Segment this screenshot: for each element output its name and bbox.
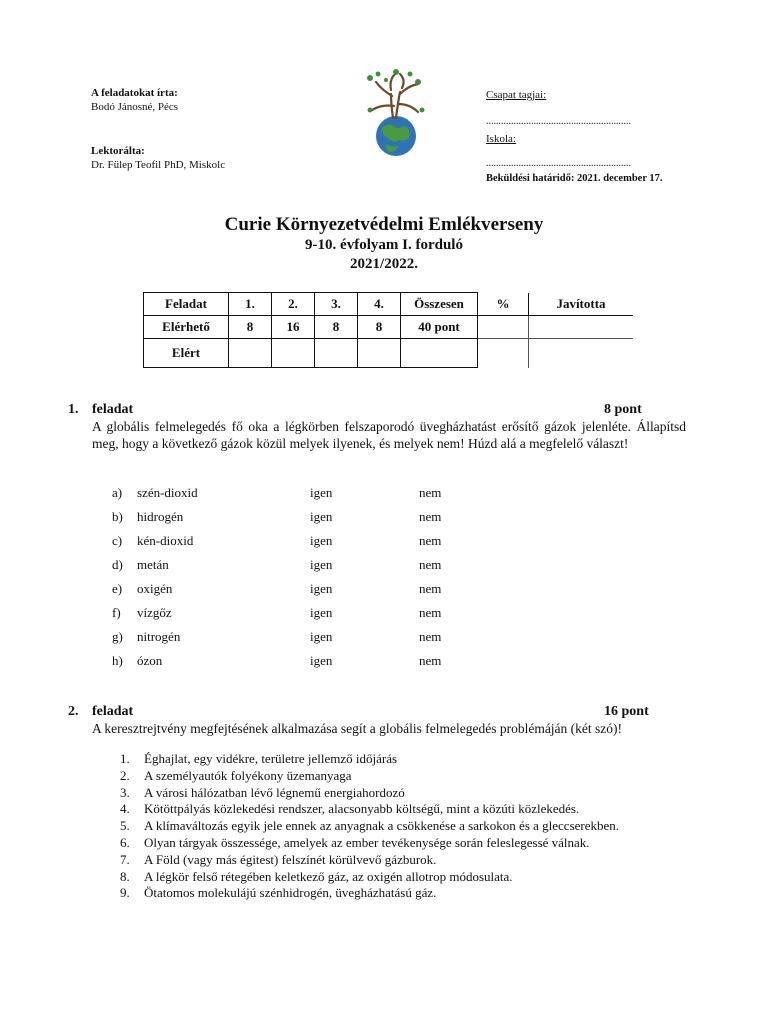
percent-cell[interactable]	[478, 316, 529, 339]
list-item	[102, 751, 692, 768]
option-gas: hidrogén	[137, 509, 184, 524]
option-letter: h)	[112, 653, 123, 668]
tree-on-globe-icon	[356, 66, 432, 156]
table-header-cell: 3.	[315, 293, 358, 316]
clue-number: 8.	[120, 868, 130, 884]
table-cell: 8	[358, 316, 401, 339]
option-gas: ózon	[137, 653, 163, 668]
clue-text: Éghajlat, egy vidékre, területre jellemző időjárás	[144, 751, 398, 766]
option-letter: f)	[112, 605, 121, 620]
table-header-row	[144, 293, 634, 316]
score-table	[143, 292, 633, 368]
list-item	[102, 801, 692, 818]
clue-text: A Föld (vagy más égitest) felszínét körülvevő gázburok.	[144, 851, 437, 867]
clue-number: 7.	[120, 851, 130, 867]
option-yes[interactable]: igen	[310, 509, 333, 524]
achieved-cell[interactable]	[229, 339, 272, 368]
task2-label: feladat	[92, 704, 134, 719]
list-item	[102, 785, 692, 802]
clue-number: 3.	[120, 784, 130, 800]
clue-list	[102, 751, 692, 902]
list-item	[112, 557, 512, 575]
list-item	[112, 653, 512, 671]
school-dots[interactable]: ..........................................................	[486, 158, 631, 169]
author-label: A feladatokat írta:	[91, 87, 178, 99]
clue-number: 4.	[120, 801, 130, 817]
clue-text: Olyan tárgyak összessége, amelyek az ember tevékenysége során feleslegessé válnak.	[144, 834, 590, 850]
school-year: 2021/2022.	[350, 256, 418, 272]
table-header-cell: %	[478, 293, 529, 316]
achieved-total-cell[interactable]	[401, 339, 478, 368]
table-cell: 8	[229, 316, 272, 339]
page-title: Curie Környezetvédelmi Emlékverseny	[224, 214, 544, 235]
clue-number: 9.	[120, 885, 130, 901]
table-header-cell: 4.	[358, 293, 401, 316]
option-no[interactable]: nem	[419, 653, 442, 668]
option-letter: d)	[112, 557, 123, 572]
option-no[interactable]: nem	[419, 557, 442, 572]
table-header-cell: 1.	[229, 293, 272, 316]
percent-cell[interactable]	[478, 339, 529, 368]
page-subtitle: 9-10. évfolyam I. forduló	[305, 237, 463, 253]
list-item	[112, 581, 512, 599]
clue-number: 5.	[120, 818, 130, 834]
list-item	[102, 835, 692, 852]
table-header-cell: Összesen	[401, 293, 478, 316]
school-label: Iskola:	[486, 133, 516, 145]
corrector-cell[interactable]	[529, 316, 634, 339]
option-yes[interactable]: igen	[310, 605, 333, 620]
list-item	[102, 768, 692, 785]
title-block	[0, 214, 768, 274]
option-letter: a)	[112, 485, 123, 500]
list-item	[102, 818, 692, 835]
option-yes[interactable]: igen	[310, 485, 333, 500]
option-gas: oxigén	[137, 581, 173, 596]
option-letter: b)	[112, 509, 123, 524]
list-item	[112, 509, 512, 527]
table-cell: 16	[272, 316, 315, 339]
option-gas: metán	[137, 557, 169, 572]
tree-on-globe-logo	[356, 66, 432, 156]
option-letter: e)	[112, 581, 123, 596]
option-no[interactable]: nem	[419, 581, 442, 596]
option-yes[interactable]: igen	[310, 557, 333, 572]
option-gas: nitrogén	[137, 629, 181, 644]
clue-text: A városi hálózatban lévő légnemű energiahordozó	[144, 784, 405, 800]
task2-points: 16 pont	[604, 704, 649, 719]
reviewer-label: Lektorálta:	[91, 145, 145, 157]
clue-text: A légkör felső rétegében keletkező gáz, az oxigén allotrop módosulata.	[144, 868, 513, 884]
clue-number: 1.	[120, 751, 130, 766]
option-no[interactable]: nem	[419, 533, 442, 548]
clue-text: A klímaváltozás egyik jele ennek az anyagnak a csökkenése a sarkokon és a gleccserekben.	[144, 818, 620, 834]
table-row-label: Elért	[144, 339, 229, 368]
corrector-cell[interactable]	[529, 339, 634, 368]
list-item	[112, 485, 512, 503]
achieved-cell[interactable]	[358, 339, 401, 368]
clue-text: Ötatomos molekulájú szénhidrogén, üvegházhatású gáz.	[144, 885, 437, 901]
option-gas: vízgőz	[137, 605, 172, 620]
clue-number: 6.	[120, 834, 130, 850]
task2-number: 2.	[68, 704, 79, 719]
option-no[interactable]: nem	[419, 629, 442, 644]
list-item	[112, 629, 512, 647]
option-no[interactable]: nem	[419, 605, 442, 620]
task1-text: A globális felmelegedés fő oka a légkörben felszaporodó üvegházhatást erősítő gázok jelenléte. Állapítsd meg, hogy a következő gázok közül melyek ilyenek, és melyek nem! Húzd alá a megfelelő választ!	[92, 419, 686, 451]
list-item	[112, 605, 512, 623]
list-item	[102, 852, 692, 869]
table-row-label: Elérhető	[144, 316, 229, 339]
clue-number: 2.	[120, 767, 130, 783]
reviewer-name: Dr. Fülep Teofil PhD, Miskolc	[91, 159, 226, 171]
achieved-cell[interactable]	[315, 339, 358, 368]
option-yes[interactable]: igen	[310, 629, 333, 644]
author-name: Bodó Jánosné, Pécs	[91, 101, 179, 113]
list-item	[102, 869, 692, 886]
option-no[interactable]: nem	[419, 509, 442, 524]
table-header-cell: Javította	[529, 293, 634, 316]
task1-number: 1.	[68, 402, 79, 417]
team-label: Csapat tagjai:	[486, 89, 547, 101]
table-row	[144, 316, 634, 339]
option-gas: szén-dioxid	[137, 485, 198, 500]
option-no[interactable]: nem	[419, 485, 442, 500]
clue-text: Kötöttpályás közlekedési rendszer, alacsonyabb költségű, mint a közúti közlekedés.	[144, 801, 580, 817]
deadline: Beküldési határidő: 2021. december 17.	[486, 173, 663, 184]
option-letter: c)	[112, 533, 123, 548]
task2-text: A keresztrejtvény megfejtésének alkalmazása segít a globális felmelegedés problémáján (két szó)!	[92, 721, 623, 736]
option-yes[interactable]: igen	[310, 581, 333, 596]
clue-text: A személyautók folyékony üzemanyaga	[144, 767, 352, 783]
team-dots[interactable]: ..........................................................	[486, 116, 631, 127]
table-cell: 8	[315, 316, 358, 339]
option-letter: g)	[112, 629, 123, 644]
option-yes[interactable]: igen	[310, 653, 333, 668]
table-header-cell: Feladat	[144, 293, 229, 316]
achieved-cell[interactable]	[272, 339, 315, 368]
table-header-cell: 2.	[272, 293, 315, 316]
list-item	[112, 533, 512, 551]
task1-points: 8 pont	[604, 402, 642, 417]
task1-label: feladat	[92, 402, 134, 417]
option-yes[interactable]: igen	[310, 533, 333, 548]
table-row	[144, 339, 634, 368]
table-cell: 40 pont	[401, 316, 478, 339]
option-gas: kén-dioxid	[137, 533, 194, 548]
list-item	[102, 885, 692, 902]
